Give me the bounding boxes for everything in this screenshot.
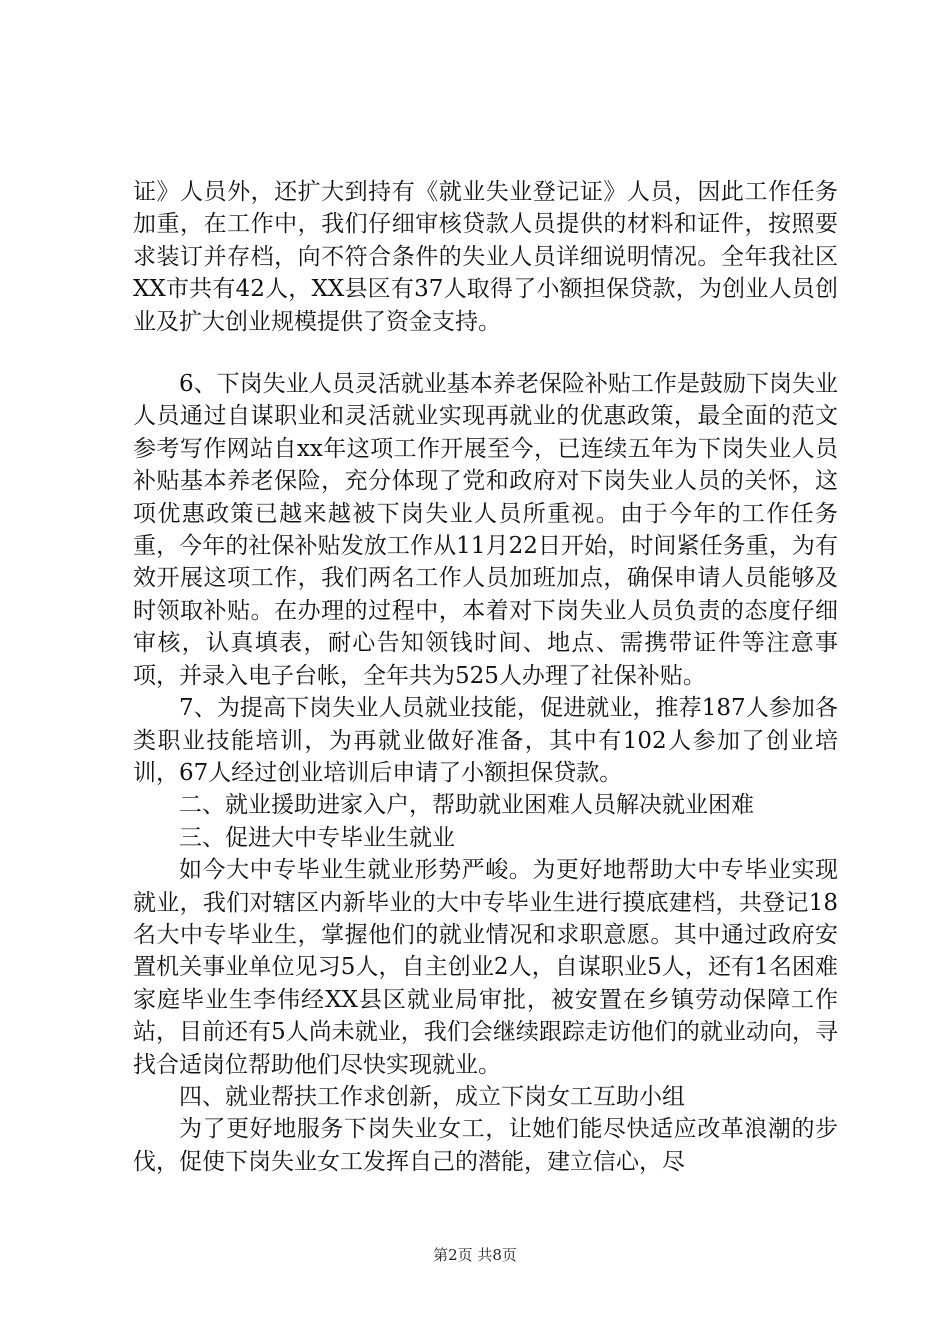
paragraph-pension-subsidy: 6、下岗失业人员灵活就业基本养老保险补贴工作是鼓励下岗失业人员通过自谋职业和灵活就业实现再就业的优惠政策，最全面的范文参考写作网站自xx年这项工作开展至今，已连续五年为下岗失业人员补贴基本养老保险，充分体现了党和政府对下岗失业人员的关怀，这项优惠政策已越来越被下岗失业人员所重视。由于今年的工作任务重，今年的社保补贴发放工作从11月22日开始，时间紧任务重，为有效开展这项工作，我们两名工作人员加班加点，确保申请人员能够及时领取补贴。在办理的过程中，本着对下岗失业人员负责的态度仔细审核，认真填表，耐心告知领钱时间、地点、需携带证件等注意事项，并录入电子台帐，全年共为525人办理了社保补贴。 [133,371,838,689]
paragraph-gap [133,338,838,368]
page-number: 第2页 共8页 [433,1246,517,1264]
document-body [133,176,838,1178]
section-heading-innovation: 四、就业帮扶工作求创新，成立下岗女工互助小组 [179,1083,685,1110]
paragraph-women-support: 为了更好地服务下岗失业女工，让她们能尽快适应改革浪潮的步伐，促使下岗失业女工发挥自己的潜能，建立信心，尽 [133,1116,838,1175]
section-heading-graduate-employment: 三、促进大中专毕业生就业 [179,824,455,851]
section-heading-employment-assistance: 二、就业援助进家入户，帮助就业困难人员解决就业困难 [179,792,754,819]
paragraph-skills-training: 7、为提高下岗失业人员就业技能，促进就业，推荐187人参加各类职业技能培训，为再就业做好准备，其中有102人参加了创业培训，67人经过创业培训后申请了小额担保贷款。 [133,695,838,786]
paragraph-loan-summary: 证》人员外，还扩大到持有《就业失业登记证》人员，因此工作任务加重，在工作中，我们仔细审核贷款人员提供的材料和证件，按照要求装订并存档，向不符合条件的失业人员详细说明情况。全年我社区XX市共有42人，XX县区有37人取得了小额担保贷款，为创业人员创业及扩大创业规模提供了资金支持。 [133,179,838,335]
paragraph-graduate-employment: 如今大中专毕业生就业形势严峻。为更好地帮助大中专毕业实现就业，我们对辖区内新毕业的大中专毕业生进行摸底建档，共登记18名大中专毕业生，掌握他们的就业情况和求职意愿。其中通过政府安置机关事业单位见习5人，自主创业2人，自谋职业5人，还有1名困难家庭毕业生李伟经XX县区就业局审批，被安置在乡镇劳动保障工作站，目前还有5人尚未就业，我们会继续跟踪走访他们的就业动向，寻找合适岗位帮助他们尽快实现就业。 [133,857,838,1078]
